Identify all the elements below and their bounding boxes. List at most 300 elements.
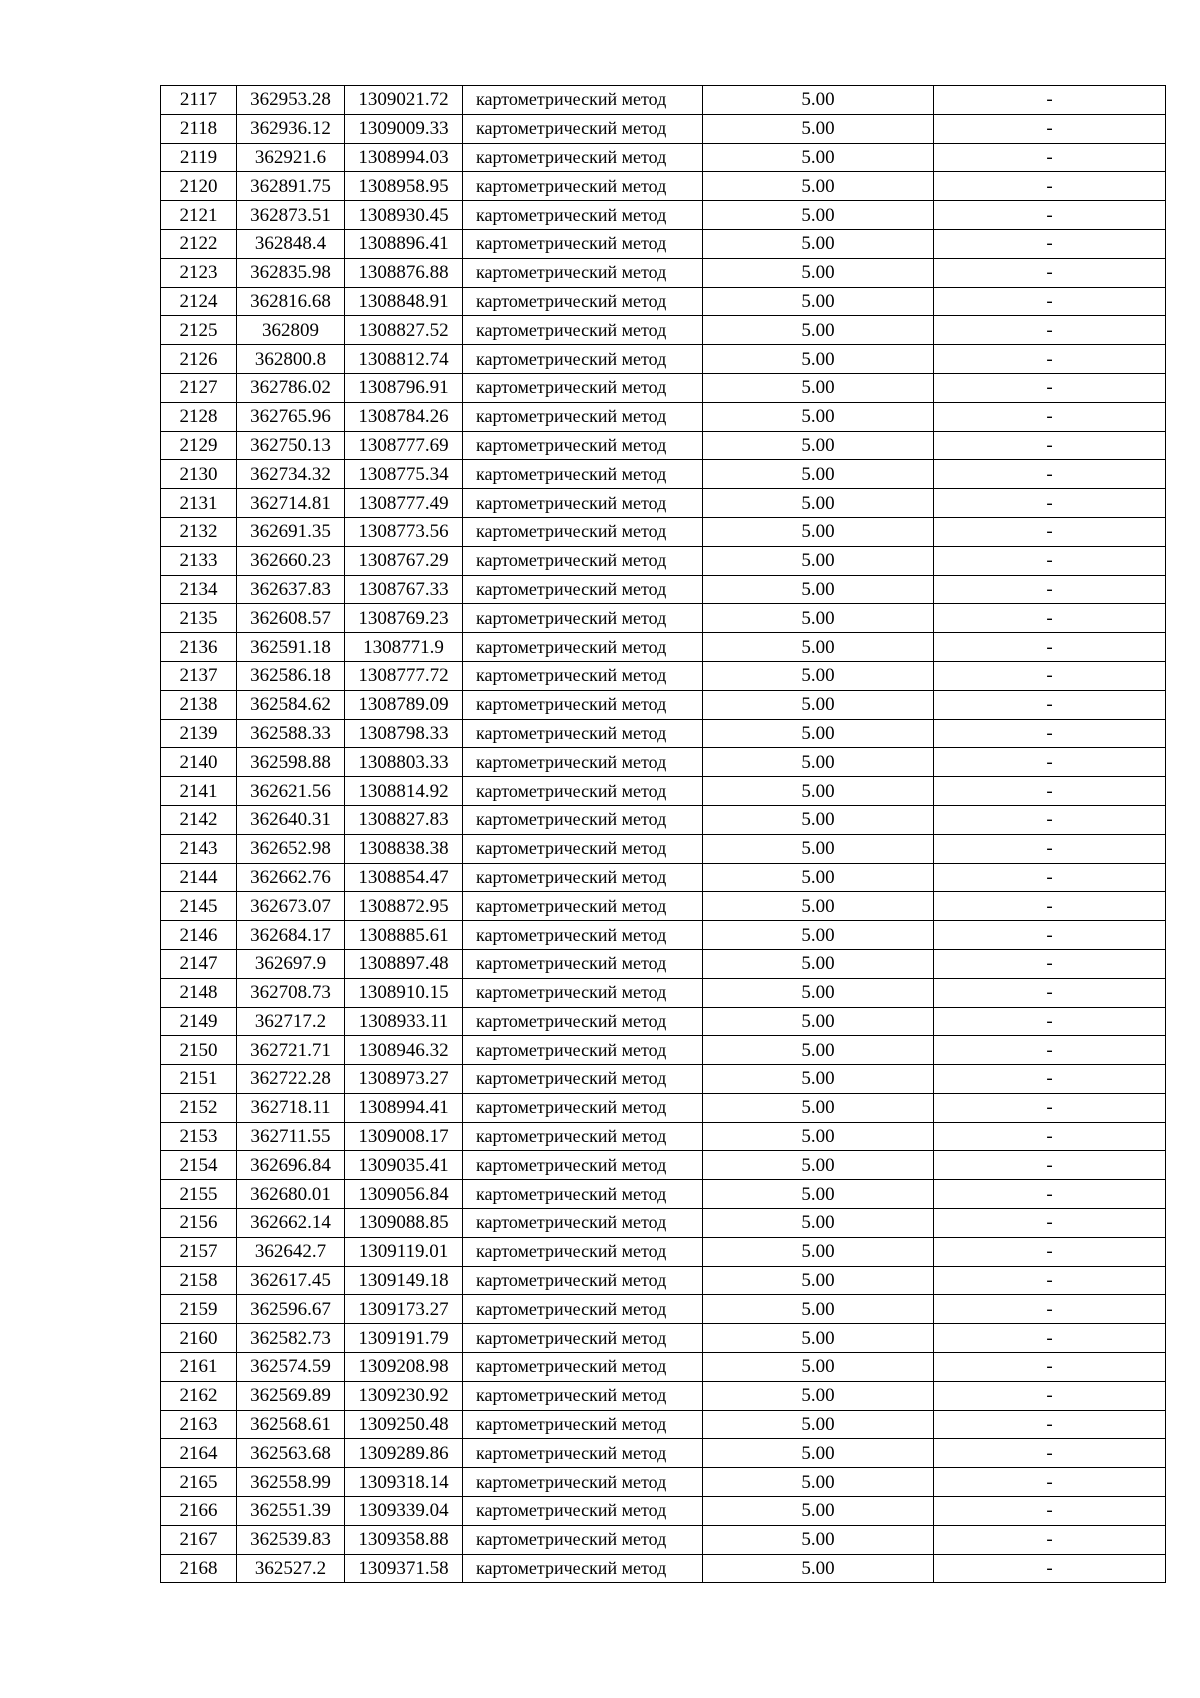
y-coordinate-cell: 1309230.92 xyxy=(345,1381,463,1410)
accuracy-cell: 5.00 xyxy=(703,978,934,1007)
accuracy-cell: 5.00 xyxy=(703,1237,934,1266)
method-cell: картометрический метод xyxy=(463,805,703,834)
x-coordinate-cell: 362640.31 xyxy=(237,805,345,834)
table-row xyxy=(161,1093,1166,1122)
table-row xyxy=(161,431,1166,460)
point-number-cell: 2144 xyxy=(161,863,237,892)
y-coordinate-cell: 1309250.48 xyxy=(345,1410,463,1439)
point-number-cell: 2133 xyxy=(161,546,237,575)
description-cell: - xyxy=(934,1554,1166,1583)
x-coordinate-cell: 362816.68 xyxy=(237,287,345,316)
x-coordinate-cell: 362718.11 xyxy=(237,1093,345,1122)
x-coordinate-cell: 362598.88 xyxy=(237,748,345,777)
accuracy-cell: 5.00 xyxy=(703,86,934,115)
description-cell: - xyxy=(934,86,1166,115)
method-cell: картометрический метод xyxy=(463,1151,703,1180)
table-row xyxy=(161,287,1166,316)
point-number-cell: 2164 xyxy=(161,1439,237,1468)
x-coordinate-cell: 362697.9 xyxy=(237,949,345,978)
method-cell: картометрический метод xyxy=(463,633,703,662)
y-coordinate-cell: 1308897.48 xyxy=(345,949,463,978)
y-coordinate-cell: 1309208.98 xyxy=(345,1353,463,1382)
accuracy-cell: 5.00 xyxy=(703,633,934,662)
y-coordinate-cell: 1308767.33 xyxy=(345,575,463,604)
description-cell: - xyxy=(934,575,1166,604)
method-cell: картометрический метод xyxy=(463,1180,703,1209)
table-row xyxy=(161,1036,1166,1065)
accuracy-cell: 5.00 xyxy=(703,777,934,806)
accuracy-cell: 5.00 xyxy=(703,1525,934,1554)
accuracy-cell: 5.00 xyxy=(703,805,934,834)
table-row xyxy=(161,1007,1166,1036)
method-cell: картометрический метод xyxy=(463,1497,703,1526)
coordinates-table xyxy=(160,85,1166,1583)
method-cell: картометрический метод xyxy=(463,690,703,719)
description-cell: - xyxy=(934,114,1166,143)
accuracy-cell: 5.00 xyxy=(703,748,934,777)
y-coordinate-cell: 1308958.95 xyxy=(345,172,463,201)
method-cell: картометрический метод xyxy=(463,1554,703,1583)
table-row xyxy=(161,402,1166,431)
description-cell: - xyxy=(934,1036,1166,1065)
description-cell: - xyxy=(934,661,1166,690)
accuracy-cell: 5.00 xyxy=(703,1468,934,1497)
description-cell: - xyxy=(934,460,1166,489)
description-cell: - xyxy=(934,1266,1166,1295)
point-number-cell: 2127 xyxy=(161,373,237,402)
table-row xyxy=(161,373,1166,402)
method-cell: картометрический метод xyxy=(463,143,703,172)
y-coordinate-cell: 1308994.41 xyxy=(345,1093,463,1122)
y-coordinate-cell: 1309173.27 xyxy=(345,1295,463,1324)
y-coordinate-cell: 1308771.9 xyxy=(345,633,463,662)
method-cell: картометрический метод xyxy=(463,1209,703,1238)
x-coordinate-cell: 362527.2 xyxy=(237,1554,345,1583)
x-coordinate-cell: 362717.2 xyxy=(237,1007,345,1036)
accuracy-cell: 5.00 xyxy=(703,690,934,719)
table-row xyxy=(161,1065,1166,1094)
table-row xyxy=(161,172,1166,201)
x-coordinate-cell: 362568.61 xyxy=(237,1410,345,1439)
y-coordinate-cell: 1308777.72 xyxy=(345,661,463,690)
y-coordinate-cell: 1308784.26 xyxy=(345,402,463,431)
y-coordinate-cell: 1308933.11 xyxy=(345,1007,463,1036)
x-coordinate-cell: 362652.98 xyxy=(237,834,345,863)
point-number-cell: 2134 xyxy=(161,575,237,604)
point-number-cell: 2165 xyxy=(161,1468,237,1497)
description-cell: - xyxy=(934,546,1166,575)
description-cell: - xyxy=(934,258,1166,287)
method-cell: картометрический метод xyxy=(463,546,703,575)
method-cell: картометрический метод xyxy=(463,1266,703,1295)
method-cell: картометрический метод xyxy=(463,863,703,892)
point-number-cell: 2131 xyxy=(161,489,237,518)
x-coordinate-cell: 362596.67 xyxy=(237,1295,345,1324)
x-coordinate-cell: 362558.99 xyxy=(237,1468,345,1497)
description-cell: - xyxy=(934,172,1166,201)
accuracy-cell: 5.00 xyxy=(703,258,934,287)
y-coordinate-cell: 1309021.72 xyxy=(345,86,463,115)
x-coordinate-cell: 362765.96 xyxy=(237,402,345,431)
point-number-cell: 2141 xyxy=(161,777,237,806)
method-cell: картометрический метод xyxy=(463,834,703,863)
method-cell: картометрический метод xyxy=(463,1381,703,1410)
description-cell: - xyxy=(934,921,1166,950)
x-coordinate-cell: 362662.76 xyxy=(237,863,345,892)
y-coordinate-cell: 1309008.17 xyxy=(345,1122,463,1151)
point-number-cell: 2167 xyxy=(161,1525,237,1554)
description-cell: - xyxy=(934,431,1166,460)
accuracy-cell: 5.00 xyxy=(703,863,934,892)
point-number-cell: 2166 xyxy=(161,1497,237,1526)
description-cell: - xyxy=(934,517,1166,546)
accuracy-cell: 5.00 xyxy=(703,460,934,489)
table-row xyxy=(161,949,1166,978)
y-coordinate-cell: 1309339.04 xyxy=(345,1497,463,1526)
point-number-cell: 2158 xyxy=(161,1266,237,1295)
accuracy-cell: 5.00 xyxy=(703,1439,934,1468)
method-cell: картометрический метод xyxy=(463,777,703,806)
description-cell: - xyxy=(934,287,1166,316)
accuracy-cell: 5.00 xyxy=(703,517,934,546)
description-cell: - xyxy=(934,690,1166,719)
table-row xyxy=(161,1468,1166,1497)
description-cell: - xyxy=(934,1381,1166,1410)
accuracy-cell: 5.00 xyxy=(703,1065,934,1094)
y-coordinate-cell: 1309358.88 xyxy=(345,1525,463,1554)
y-coordinate-cell: 1308896.41 xyxy=(345,229,463,258)
accuracy-cell: 5.00 xyxy=(703,1180,934,1209)
x-coordinate-cell: 362800.8 xyxy=(237,345,345,374)
accuracy-cell: 5.00 xyxy=(703,316,934,345)
table-row xyxy=(161,575,1166,604)
y-coordinate-cell: 1308848.91 xyxy=(345,287,463,316)
description-cell: - xyxy=(934,229,1166,258)
method-cell: картометрический метод xyxy=(463,402,703,431)
accuracy-cell: 5.00 xyxy=(703,287,934,316)
accuracy-cell: 5.00 xyxy=(703,201,934,230)
point-number-cell: 2122 xyxy=(161,229,237,258)
description-cell: - xyxy=(934,489,1166,518)
table-row xyxy=(161,690,1166,719)
description-cell: - xyxy=(934,777,1166,806)
table-row xyxy=(161,1497,1166,1526)
y-coordinate-cell: 1308827.52 xyxy=(345,316,463,345)
point-number-cell: 2160 xyxy=(161,1324,237,1353)
table-row xyxy=(161,1180,1166,1209)
table-row xyxy=(161,633,1166,662)
table-row xyxy=(161,229,1166,258)
table-row xyxy=(161,1151,1166,1180)
x-coordinate-cell: 362786.02 xyxy=(237,373,345,402)
x-coordinate-cell: 362680.01 xyxy=(237,1180,345,1209)
accuracy-cell: 5.00 xyxy=(703,431,934,460)
y-coordinate-cell: 1308994.03 xyxy=(345,143,463,172)
table-row xyxy=(161,1381,1166,1410)
description-cell: - xyxy=(934,143,1166,172)
accuracy-cell: 5.00 xyxy=(703,172,934,201)
table-row xyxy=(161,834,1166,863)
point-number-cell: 2148 xyxy=(161,978,237,1007)
point-number-cell: 2132 xyxy=(161,517,237,546)
description-cell: - xyxy=(934,201,1166,230)
table-row xyxy=(161,114,1166,143)
x-coordinate-cell: 362684.17 xyxy=(237,921,345,950)
accuracy-cell: 5.00 xyxy=(703,402,934,431)
x-coordinate-cell: 362662.14 xyxy=(237,1209,345,1238)
table-row xyxy=(161,1266,1166,1295)
method-cell: картометрический метод xyxy=(463,1122,703,1151)
point-number-cell: 2161 xyxy=(161,1353,237,1382)
x-coordinate-cell: 362714.81 xyxy=(237,489,345,518)
description-cell: - xyxy=(934,1180,1166,1209)
method-cell: картометрический метод xyxy=(463,1093,703,1122)
description-cell: - xyxy=(934,604,1166,633)
accuracy-cell: 5.00 xyxy=(703,114,934,143)
x-coordinate-cell: 362848.4 xyxy=(237,229,345,258)
x-coordinate-cell: 362696.84 xyxy=(237,1151,345,1180)
point-number-cell: 2159 xyxy=(161,1295,237,1324)
table-row xyxy=(161,661,1166,690)
y-coordinate-cell: 1308854.47 xyxy=(345,863,463,892)
x-coordinate-cell: 362873.51 xyxy=(237,201,345,230)
method-cell: картометрический метод xyxy=(463,748,703,777)
description-cell: - xyxy=(934,978,1166,1007)
table-row xyxy=(161,777,1166,806)
method-cell: картометрический метод xyxy=(463,172,703,201)
point-number-cell: 2145 xyxy=(161,892,237,921)
y-coordinate-cell: 1308777.69 xyxy=(345,431,463,460)
point-number-cell: 2137 xyxy=(161,661,237,690)
x-coordinate-cell: 362722.28 xyxy=(237,1065,345,1094)
accuracy-cell: 5.00 xyxy=(703,1209,934,1238)
table-row xyxy=(161,258,1166,287)
x-coordinate-cell: 362551.39 xyxy=(237,1497,345,1526)
point-number-cell: 2155 xyxy=(161,1180,237,1209)
method-cell: картометрический метод xyxy=(463,1065,703,1094)
method-cell: картометрический метод xyxy=(463,1525,703,1554)
description-cell: - xyxy=(934,1324,1166,1353)
table-row xyxy=(161,1237,1166,1266)
method-cell: картометрический метод xyxy=(463,949,703,978)
point-number-cell: 2163 xyxy=(161,1410,237,1439)
point-number-cell: 2128 xyxy=(161,402,237,431)
y-coordinate-cell: 1309056.84 xyxy=(345,1180,463,1209)
method-cell: картометрический метод xyxy=(463,460,703,489)
y-coordinate-cell: 1308872.95 xyxy=(345,892,463,921)
method-cell: картометрический метод xyxy=(463,661,703,690)
x-coordinate-cell: 362642.7 xyxy=(237,1237,345,1266)
table-row xyxy=(161,719,1166,748)
method-cell: картометрический метод xyxy=(463,575,703,604)
description-cell: - xyxy=(934,805,1166,834)
table-row xyxy=(161,143,1166,172)
method-cell: картометрический метод xyxy=(463,1439,703,1468)
description-cell: - xyxy=(934,1353,1166,1382)
x-coordinate-cell: 362809 xyxy=(237,316,345,345)
table-row xyxy=(161,201,1166,230)
point-number-cell: 2162 xyxy=(161,1381,237,1410)
method-cell: картометрический метод xyxy=(463,892,703,921)
method-cell: картометрический метод xyxy=(463,489,703,518)
method-cell: картометрический метод xyxy=(463,258,703,287)
description-cell: - xyxy=(934,1525,1166,1554)
x-coordinate-cell: 362660.23 xyxy=(237,546,345,575)
method-cell: картометрический метод xyxy=(463,1468,703,1497)
table-row xyxy=(161,748,1166,777)
description-cell: - xyxy=(934,834,1166,863)
accuracy-cell: 5.00 xyxy=(703,1410,934,1439)
method-cell: картометрический метод xyxy=(463,1036,703,1065)
x-coordinate-cell: 362608.57 xyxy=(237,604,345,633)
y-coordinate-cell: 1308803.33 xyxy=(345,748,463,777)
x-coordinate-cell: 362734.32 xyxy=(237,460,345,489)
point-number-cell: 2157 xyxy=(161,1237,237,1266)
table-row xyxy=(161,978,1166,1007)
table-row xyxy=(161,1554,1166,1583)
point-number-cell: 2151 xyxy=(161,1065,237,1094)
method-cell: картометрический метод xyxy=(463,517,703,546)
y-coordinate-cell: 1309289.86 xyxy=(345,1439,463,1468)
method-cell: картометрический метод xyxy=(463,978,703,1007)
table-row xyxy=(161,546,1166,575)
point-number-cell: 2125 xyxy=(161,316,237,345)
table-row xyxy=(161,805,1166,834)
point-number-cell: 2156 xyxy=(161,1209,237,1238)
description-cell: - xyxy=(934,1439,1166,1468)
description-cell: - xyxy=(934,345,1166,374)
y-coordinate-cell: 1309371.58 xyxy=(345,1554,463,1583)
table-row xyxy=(161,1295,1166,1324)
y-coordinate-cell: 1308812.74 xyxy=(345,345,463,374)
x-coordinate-cell: 362936.12 xyxy=(237,114,345,143)
y-coordinate-cell: 1308798.33 xyxy=(345,719,463,748)
y-coordinate-cell: 1309088.85 xyxy=(345,1209,463,1238)
x-coordinate-cell: 362953.28 xyxy=(237,86,345,115)
x-coordinate-cell: 362691.35 xyxy=(237,517,345,546)
y-coordinate-cell: 1309035.41 xyxy=(345,1151,463,1180)
method-cell: картометрический метод xyxy=(463,1353,703,1382)
point-number-cell: 2149 xyxy=(161,1007,237,1036)
accuracy-cell: 5.00 xyxy=(703,1497,934,1526)
point-number-cell: 2154 xyxy=(161,1151,237,1180)
description-cell: - xyxy=(934,1410,1166,1439)
accuracy-cell: 5.00 xyxy=(703,1007,934,1036)
x-coordinate-cell: 362591.18 xyxy=(237,633,345,662)
x-coordinate-cell: 362621.56 xyxy=(237,777,345,806)
y-coordinate-cell: 1308767.29 xyxy=(345,546,463,575)
x-coordinate-cell: 362539.83 xyxy=(237,1525,345,1554)
method-cell: картометрический метод xyxy=(463,229,703,258)
table-row xyxy=(161,1353,1166,1382)
description-cell: - xyxy=(934,1151,1166,1180)
description-cell: - xyxy=(934,1497,1166,1526)
method-cell: картометрический метод xyxy=(463,604,703,633)
table-row xyxy=(161,489,1166,518)
x-coordinate-cell: 362891.75 xyxy=(237,172,345,201)
accuracy-cell: 5.00 xyxy=(703,834,934,863)
accuracy-cell: 5.00 xyxy=(703,921,934,950)
x-coordinate-cell: 362673.07 xyxy=(237,892,345,921)
point-number-cell: 2126 xyxy=(161,345,237,374)
method-cell: картометрический метод xyxy=(463,287,703,316)
table-row xyxy=(161,604,1166,633)
point-number-cell: 2129 xyxy=(161,431,237,460)
x-coordinate-cell: 362588.33 xyxy=(237,719,345,748)
method-cell: картометрический метод xyxy=(463,316,703,345)
point-number-cell: 2146 xyxy=(161,921,237,950)
y-coordinate-cell: 1309009.33 xyxy=(345,114,463,143)
y-coordinate-cell: 1308838.38 xyxy=(345,834,463,863)
description-cell: - xyxy=(934,402,1166,431)
point-number-cell: 2168 xyxy=(161,1554,237,1583)
description-cell: - xyxy=(934,748,1166,777)
accuracy-cell: 5.00 xyxy=(703,1295,934,1324)
accuracy-cell: 5.00 xyxy=(703,604,934,633)
table-row xyxy=(161,345,1166,374)
y-coordinate-cell: 1308775.34 xyxy=(345,460,463,489)
x-coordinate-cell: 362835.98 xyxy=(237,258,345,287)
point-number-cell: 2123 xyxy=(161,258,237,287)
y-coordinate-cell: 1308773.56 xyxy=(345,517,463,546)
point-number-cell: 2121 xyxy=(161,201,237,230)
y-coordinate-cell: 1308973.27 xyxy=(345,1065,463,1094)
point-number-cell: 2143 xyxy=(161,834,237,863)
point-number-cell: 2117 xyxy=(161,86,237,115)
point-number-cell: 2124 xyxy=(161,287,237,316)
point-number-cell: 2135 xyxy=(161,604,237,633)
description-cell: - xyxy=(934,1122,1166,1151)
x-coordinate-cell: 362637.83 xyxy=(237,575,345,604)
point-number-cell: 2153 xyxy=(161,1122,237,1151)
description-cell: - xyxy=(934,633,1166,662)
point-number-cell: 2142 xyxy=(161,805,237,834)
method-cell: картометрический метод xyxy=(463,201,703,230)
accuracy-cell: 5.00 xyxy=(703,1353,934,1382)
point-number-cell: 2140 xyxy=(161,748,237,777)
method-cell: картометрический метод xyxy=(463,719,703,748)
x-coordinate-cell: 362582.73 xyxy=(237,1324,345,1353)
table-row xyxy=(161,1209,1166,1238)
point-number-cell: 2138 xyxy=(161,690,237,719)
y-coordinate-cell: 1308946.32 xyxy=(345,1036,463,1065)
method-cell: картометрический метод xyxy=(463,921,703,950)
method-cell: картометрический метод xyxy=(463,114,703,143)
y-coordinate-cell: 1308769.23 xyxy=(345,604,463,633)
description-cell: - xyxy=(934,373,1166,402)
y-coordinate-cell: 1308827.83 xyxy=(345,805,463,834)
accuracy-cell: 5.00 xyxy=(703,489,934,518)
accuracy-cell: 5.00 xyxy=(703,892,934,921)
y-coordinate-cell: 1308789.09 xyxy=(345,690,463,719)
description-cell: - xyxy=(934,1209,1166,1238)
accuracy-cell: 5.00 xyxy=(703,1151,934,1180)
y-coordinate-cell: 1309191.79 xyxy=(345,1324,463,1353)
accuracy-cell: 5.00 xyxy=(703,345,934,374)
table-row xyxy=(161,863,1166,892)
accuracy-cell: 5.00 xyxy=(703,373,934,402)
accuracy-cell: 5.00 xyxy=(703,546,934,575)
y-coordinate-cell: 1308796.91 xyxy=(345,373,463,402)
x-coordinate-cell: 362584.62 xyxy=(237,690,345,719)
point-number-cell: 2120 xyxy=(161,172,237,201)
x-coordinate-cell: 362586.18 xyxy=(237,661,345,690)
accuracy-cell: 5.00 xyxy=(703,1381,934,1410)
point-number-cell: 2139 xyxy=(161,719,237,748)
accuracy-cell: 5.00 xyxy=(703,1324,934,1353)
point-number-cell: 2147 xyxy=(161,949,237,978)
x-coordinate-cell: 362563.68 xyxy=(237,1439,345,1468)
